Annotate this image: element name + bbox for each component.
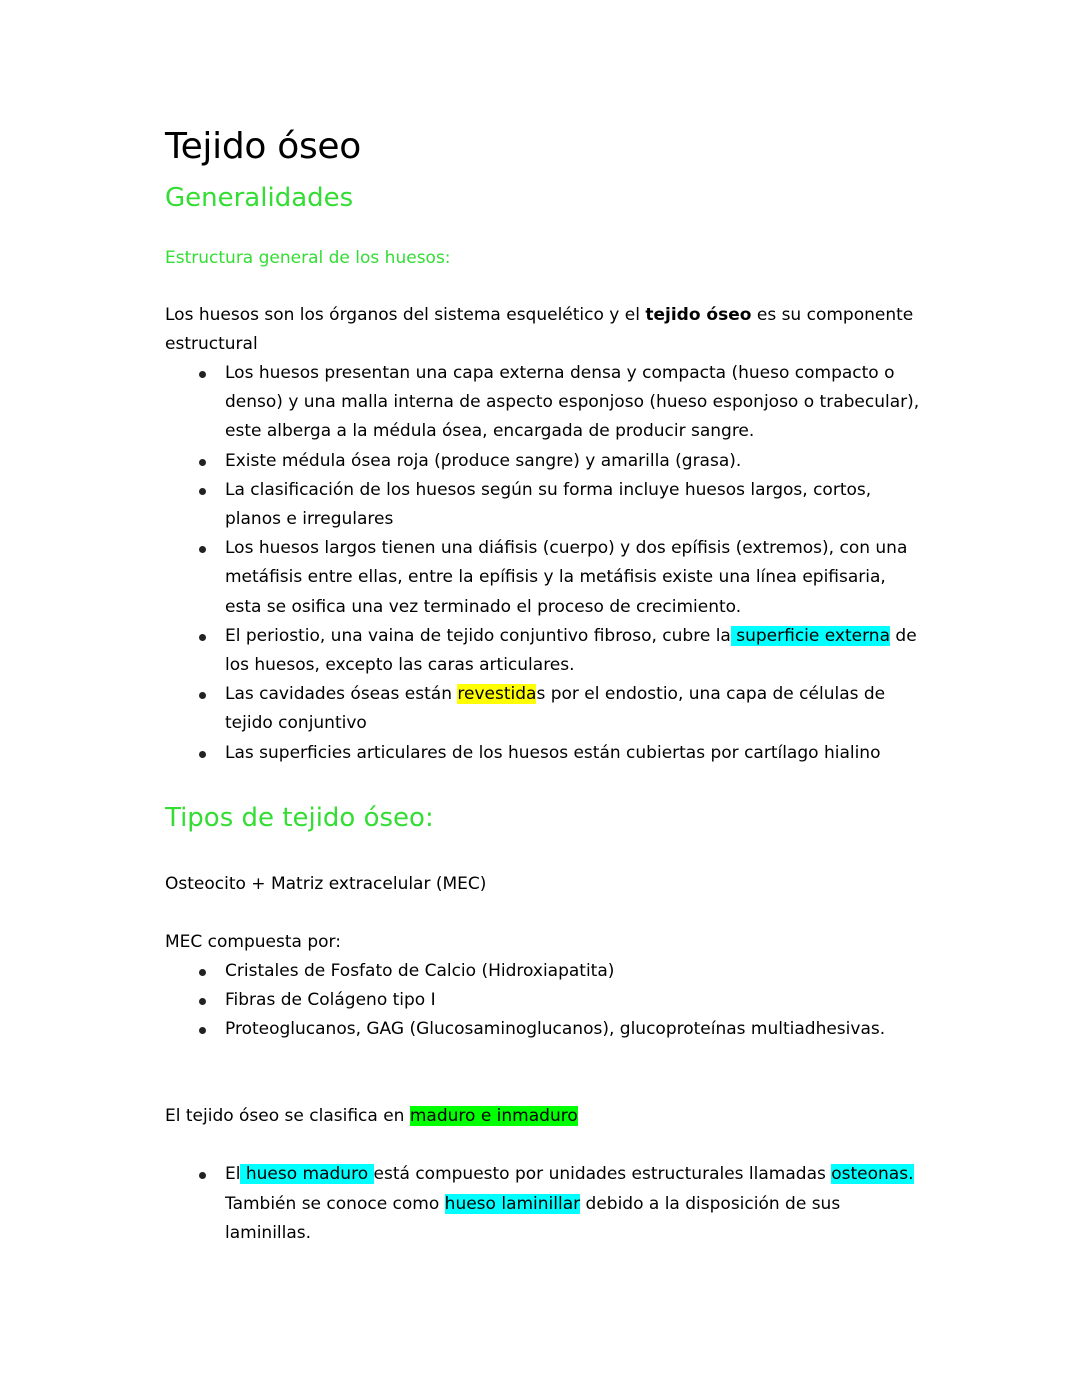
list-item: Existe médula ósea roja (produce sangre) y amarilla (grasa). [225, 447, 925, 476]
list-item [225, 1160, 925, 1248]
intro-text-before: Los huesos son los órganos del sistema esquelético y el [165, 305, 646, 325]
highlight-hueso-maduro: hueso maduro [240, 1164, 374, 1185]
text-span: Las cavidades óseas están [225, 684, 458, 705]
highlight-revestida: revestida [457, 684, 537, 705]
text-span: También se conoce como [225, 1193, 445, 1214]
list-item: Las superficies articulares de los huesos están cubiertas por cartílago hialino [225, 739, 925, 768]
classification-line [165, 1102, 925, 1131]
document-content [165, 120, 925, 1248]
section-heading-generalidades: Generalidades [165, 183, 354, 213]
text-span: de los huesos, excepto las caras articulares. [225, 625, 917, 676]
text-span: El tejido óseo se clasifica en [165, 1106, 410, 1127]
text-span: está compuesto por unidades estructurales llamadas [373, 1164, 832, 1185]
text-span: debido a la disposición de sus laminillas. [225, 1193, 841, 1243]
mec-label: MEC compuesta por: [165, 931, 341, 952]
text-span: El periostio, una vaina de tejido conjuntivo fibroso, cubre la [225, 625, 731, 646]
highlight-osteonas: osteonas. [831, 1164, 914, 1185]
list-item: Proteoglucanos, GAG (Glucosaminoglucanos), glucoproteínas multiadhesivas. [225, 1015, 925, 1044]
subheading-estructura: Estructura general de los huesos: [165, 248, 451, 268]
formula-line: Osteocito + Matriz extracelular (MEC) [165, 873, 487, 894]
list-item: Los huesos presentan una capa externa densa y compacta (hueso compacto o denso) y una malla interna de aspecto esponjoso (hueso esponjoso o trabecular), este alberga a la médula ósea, encargada de producir sangre. [225, 359, 925, 447]
list-item: La clasificación de los huesos según su forma incluye huesos largos, cortos, planos e irregulares [225, 476, 925, 534]
intro-paragraph [165, 301, 925, 359]
list-item [225, 680, 925, 738]
structure-bullet-list [165, 359, 925, 768]
intro-text-after: es su componente estructural [165, 305, 914, 354]
highlight-superficie-externa: superficie externa [730, 625, 890, 646]
mature-bone-list [165, 1160, 925, 1248]
text-span: El [225, 1164, 241, 1185]
text-span: s por el endostio, una capa de células de tejido conjuntivo [225, 684, 886, 734]
list-item [225, 622, 925, 680]
highlight-hueso-laminillar: hueso laminillar [444, 1193, 581, 1214]
list-item: Cristales de Fosfato de Calcio (Hidroxiapatita) [225, 957, 925, 986]
list-item: Fibras de Colágeno tipo I [225, 986, 925, 1015]
section-heading-tipos: Tipos de tejido óseo: [165, 802, 434, 833]
document-title: Tejido óseo [165, 126, 362, 167]
list-item: Los huesos largos tienen una diáfisis (cuerpo) y dos epífisis (extremos), con una metáfisis entre ellas, entre la epífisis y la metáfisis existe una línea epifisaria, esta se osifica una vez terminado el proceso de crecimiento. [225, 534, 925, 622]
mec-bullet-list [165, 957, 925, 1045]
highlight-maduro-inmaduro: maduro e inmaduro [409, 1106, 578, 1127]
intro-bold-term: tejido óseo [645, 305, 752, 325]
